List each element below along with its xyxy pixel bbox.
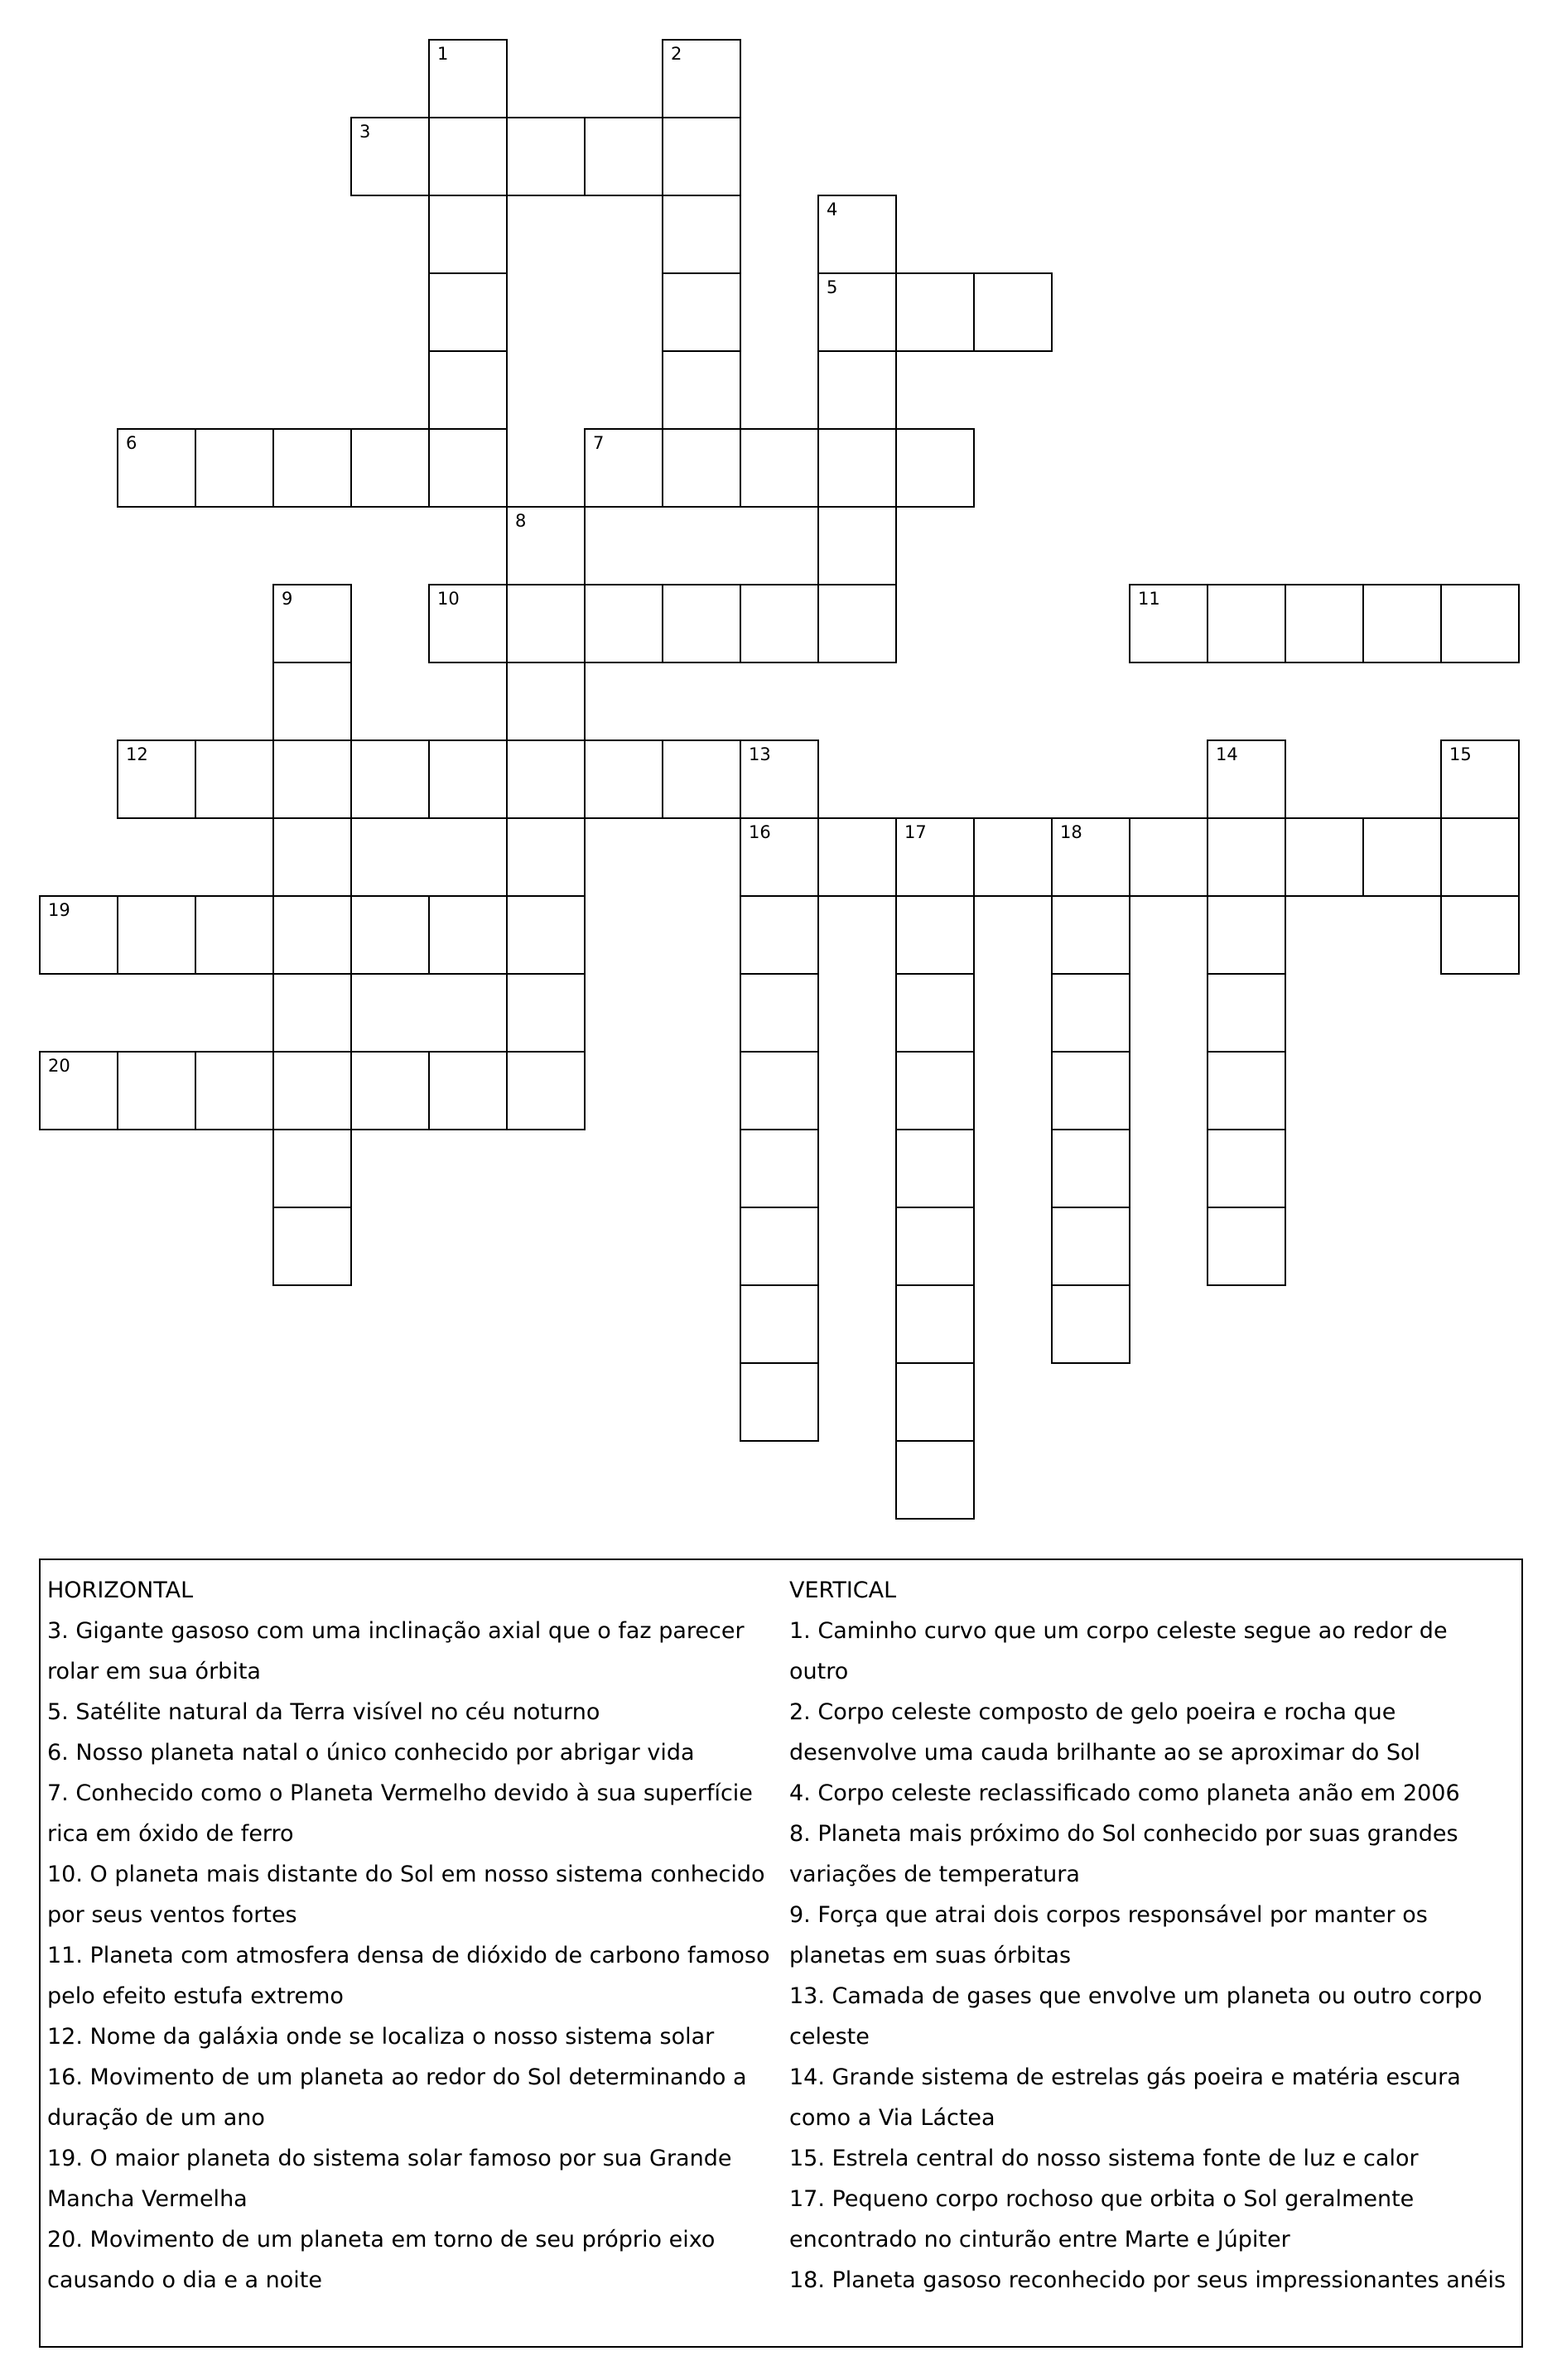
grid-cell[interactable] <box>1362 584 1442 663</box>
clue-across: 5. Satélite natural da Terra visível no céu noturno <box>47 1699 600 1725</box>
grid-cell[interactable] <box>662 195 741 274</box>
grid-cell[interactable] <box>662 272 741 352</box>
clue-down: 1. Caminho curvo que um corpo celeste segue ao redor de outro <box>789 1618 1448 1684</box>
grid-cell[interactable] <box>272 895 352 975</box>
across-heading: HORIZONTAL <box>47 1578 194 1603</box>
clue-number: 20 <box>48 1056 70 1076</box>
grid-cell[interactable] <box>740 1051 819 1130</box>
grid-cell[interactable] <box>350 895 430 975</box>
clues-box <box>39 1559 1523 2348</box>
grid-cell[interactable] <box>740 1129 819 1208</box>
grid-cell[interactable] <box>662 584 741 663</box>
grid-cell[interactable] <box>662 350 741 430</box>
grid-cell[interactable] <box>584 428 663 508</box>
clue-across: 7. Conhecido como o Planeta Vermelho devido à sua superfície rica em óxido de ferro <box>47 1780 753 1847</box>
down-heading: VERTICAL <box>789 1578 897 1603</box>
grid-cell[interactable] <box>817 506 897 585</box>
grid-cell[interactable] <box>1285 584 1364 663</box>
clue-number: 8 <box>515 511 527 531</box>
grid-cell[interactable] <box>1207 1051 1286 1130</box>
clue-number: 13 <box>749 744 771 764</box>
grid-cell[interactable] <box>740 1207 819 1286</box>
grid-cell[interactable] <box>973 272 1053 352</box>
grid-cell[interactable] <box>506 740 586 819</box>
grid-cell[interactable] <box>584 584 663 663</box>
grid-cell[interactable] <box>1207 817 1286 897</box>
clue-number: 19 <box>48 900 70 920</box>
clue-down: 13. Camada de gases que envolve um planeta ou outro corpo celeste <box>789 1983 1482 2050</box>
grid-cell[interactable] <box>195 895 274 975</box>
grid-cell[interactable] <box>272 973 352 1053</box>
grid-cell[interactable] <box>1051 1129 1130 1208</box>
grid-cell[interactable] <box>1129 817 1208 897</box>
grid-cell[interactable] <box>428 195 508 274</box>
grid-cell[interactable] <box>117 740 196 819</box>
grid-cell[interactable] <box>39 1051 118 1130</box>
grid-cell[interactable] <box>740 584 819 663</box>
grid-cell[interactable] <box>506 117 586 196</box>
grid-cell[interactable] <box>272 428 352 508</box>
grid-cell[interactable] <box>350 1051 430 1130</box>
grid-cell[interactable] <box>817 584 897 663</box>
grid-cell[interactable] <box>506 1051 586 1130</box>
grid-cell[interactable] <box>1051 1207 1130 1286</box>
clue-number: 6 <box>126 433 137 453</box>
grid-cell[interactable] <box>662 428 741 508</box>
grid-cell[interactable] <box>350 117 430 196</box>
clue-across: 16. Movimento de um planeta ao redor do Sol determinando a duração de um ano <box>47 2064 747 2131</box>
grid-cell[interactable] <box>662 740 741 819</box>
clue-down: 2. Corpo celeste composto de gelo poeira e rocha que desenvolve uma cauda brilhante ao se aproximar do Sol <box>789 1699 1421 1766</box>
grid-cell[interactable] <box>895 895 975 975</box>
grid-cell[interactable] <box>506 895 586 975</box>
clue-across: 6. Nosso planeta natal o único conhecido por abrigar vida <box>47 1740 695 1766</box>
grid-cell[interactable] <box>740 973 819 1053</box>
grid-cell[interactable] <box>973 817 1053 897</box>
clue-number: 1 <box>437 44 449 64</box>
grid-cell[interactable] <box>895 1284 975 1364</box>
grid-cell[interactable] <box>428 117 508 196</box>
grid-cell[interactable] <box>817 195 897 274</box>
grid-cell[interactable] <box>272 1051 352 1130</box>
clue-down: 9. Força que atrai dois corpos responsável por manter os planetas em suas órbitas <box>789 1902 1428 1968</box>
grid-cell[interactable] <box>506 817 586 897</box>
grid-cell[interactable] <box>817 428 897 508</box>
grid-cell[interactable] <box>1440 817 1520 897</box>
clue-across: 19. O maior planeta do sistema solar famoso por sua Grande Mancha Vermelha <box>47 2146 732 2212</box>
grid-cell[interactable] <box>895 1207 975 1286</box>
grid-cell[interactable] <box>195 740 274 819</box>
grid-cell[interactable] <box>428 272 508 352</box>
grid-cell[interactable] <box>584 117 663 196</box>
clue-down: 18. Planeta gasoso reconhecido por seus impressionantes anéis <box>789 2267 1506 2293</box>
grid-cell[interactable] <box>506 662 586 741</box>
grid-cell[interactable] <box>1051 895 1130 975</box>
grid-cell[interactable] <box>895 817 975 897</box>
grid-cell[interactable] <box>39 895 118 975</box>
grid-cell[interactable] <box>195 1051 274 1130</box>
grid-cell[interactable] <box>506 506 586 585</box>
clue-down: 17. Pequeno corpo rochoso que orbita o Sol geralmente encontrado no cinturão entre Marte e Júpiter <box>789 2186 1415 2252</box>
grid-cell[interactable] <box>584 740 663 819</box>
grid-cell[interactable] <box>740 895 819 975</box>
grid-cell[interactable] <box>506 973 586 1053</box>
grid-cell[interactable] <box>272 1129 352 1208</box>
grid-cell[interactable] <box>1207 740 1286 819</box>
grid-cell[interactable] <box>740 428 819 508</box>
grid-cell[interactable] <box>1051 1051 1130 1130</box>
grid-cell[interactable] <box>895 1440 975 1520</box>
clue-number: 15 <box>1449 744 1472 764</box>
grid-cell[interactable] <box>895 428 975 508</box>
clue-across: 11. Planeta com atmosfera densa de dióxido de carbono famoso pelo efeito estufa extremo <box>47 1943 770 2009</box>
clue-across: 12. Nome da galáxia onde se localiza o nosso sistema solar <box>47 2024 715 2050</box>
grid-cell[interactable] <box>272 817 352 897</box>
clue-number: 4 <box>827 200 838 219</box>
clue-down: 15. Estrela central do nosso sistema fonte de luz e calor <box>789 2146 1419 2171</box>
grid-cell[interactable] <box>117 428 196 508</box>
grid-cell[interactable] <box>895 973 975 1053</box>
grid-cell[interactable] <box>895 1129 975 1208</box>
clue-number: 5 <box>827 277 838 297</box>
grid-cell[interactable] <box>1207 973 1286 1053</box>
clue-across: 3. Gigante gasoso com uma inclinação axial que o faz parecer rolar em sua órbita <box>47 1618 745 1684</box>
clue-across: 20. Movimento de um planeta em torno de seu próprio eixo causando o dia e a noite <box>47 2227 716 2293</box>
grid-cell[interactable] <box>117 1051 196 1130</box>
clue-number: 10 <box>437 589 460 609</box>
grid-cell[interactable] <box>428 39 508 118</box>
grid-cell[interactable] <box>662 39 741 118</box>
grid-cell[interactable] <box>428 350 508 430</box>
grid-cell[interactable] <box>1440 895 1520 975</box>
grid-cell[interactable] <box>740 1284 819 1364</box>
grid-cell[interactable] <box>350 740 430 819</box>
grid-cell[interactable] <box>1207 1207 1286 1286</box>
grid-cell[interactable] <box>428 1051 508 1130</box>
grid-cell[interactable] <box>740 817 819 897</box>
grid-cell[interactable] <box>895 1362 975 1442</box>
grid-cell[interactable] <box>1440 584 1520 663</box>
clue-number: 9 <box>282 589 293 609</box>
grid-cell[interactable] <box>1207 1129 1286 1208</box>
grid-cell[interactable] <box>428 584 508 663</box>
grid-cell[interactable] <box>1440 740 1520 819</box>
grid-cell[interactable] <box>1051 973 1130 1053</box>
grid-cell[interactable] <box>895 1051 975 1130</box>
grid-cell[interactable] <box>428 428 508 508</box>
across-clues <box>47 1570 784 2301</box>
clue-number: 2 <box>671 44 682 64</box>
clue-down: 14. Grande sistema de estrelas gás poeira e matéria escura como a Via Láctea <box>789 2064 1461 2131</box>
grid-cell[interactable] <box>1207 895 1286 975</box>
clue-across: 10. O planeta mais distante do Sol em nosso sistema conhecido por seus ventos fortes <box>47 1862 765 1928</box>
grid-cell[interactable] <box>817 350 897 430</box>
grid-cell[interactable] <box>740 740 819 819</box>
grid-cell[interactable] <box>740 1362 819 1442</box>
clue-number: 16 <box>749 822 771 842</box>
grid-cell[interactable] <box>272 584 352 663</box>
clue-down: 4. Corpo celeste reclassificado como planeta anão em 2006 <box>789 1780 1460 1806</box>
grid-cell[interactable] <box>817 272 897 352</box>
grid-cell[interactable] <box>195 428 274 508</box>
grid-cell[interactable] <box>817 817 897 897</box>
clue-number: 12 <box>126 744 148 764</box>
grid-cell[interactable] <box>428 895 508 975</box>
grid-cell[interactable] <box>1129 584 1208 663</box>
grid-cell[interactable] <box>1207 584 1286 663</box>
grid-cell[interactable] <box>1051 1284 1130 1364</box>
clue-number: 17 <box>904 822 927 842</box>
grid-cell[interactable] <box>1285 817 1364 897</box>
grid-cell[interactable] <box>428 740 508 819</box>
grid-cell[interactable] <box>117 895 196 975</box>
grid-cell[interactable] <box>506 584 586 663</box>
grid-cell[interactable] <box>895 272 975 352</box>
down-clues <box>789 1570 1510 2301</box>
grid-cell[interactable] <box>350 428 430 508</box>
grid-cell[interactable] <box>1362 817 1442 897</box>
clue-number: 18 <box>1060 822 1082 842</box>
grid-cell[interactable] <box>662 117 741 196</box>
grid-cell[interactable] <box>1051 817 1130 897</box>
clue-down: 8. Planeta mais próximo do Sol conhecido por suas grandes variações de temperatura <box>789 1821 1458 1887</box>
grid-cell[interactable] <box>272 740 352 819</box>
grid-cell[interactable] <box>272 662 352 741</box>
clue-number: 3 <box>359 122 371 142</box>
clue-number: 11 <box>1138 589 1160 609</box>
clue-number: 7 <box>593 433 605 453</box>
clue-number: 14 <box>1216 744 1238 764</box>
grid-cell[interactable] <box>272 1207 352 1286</box>
